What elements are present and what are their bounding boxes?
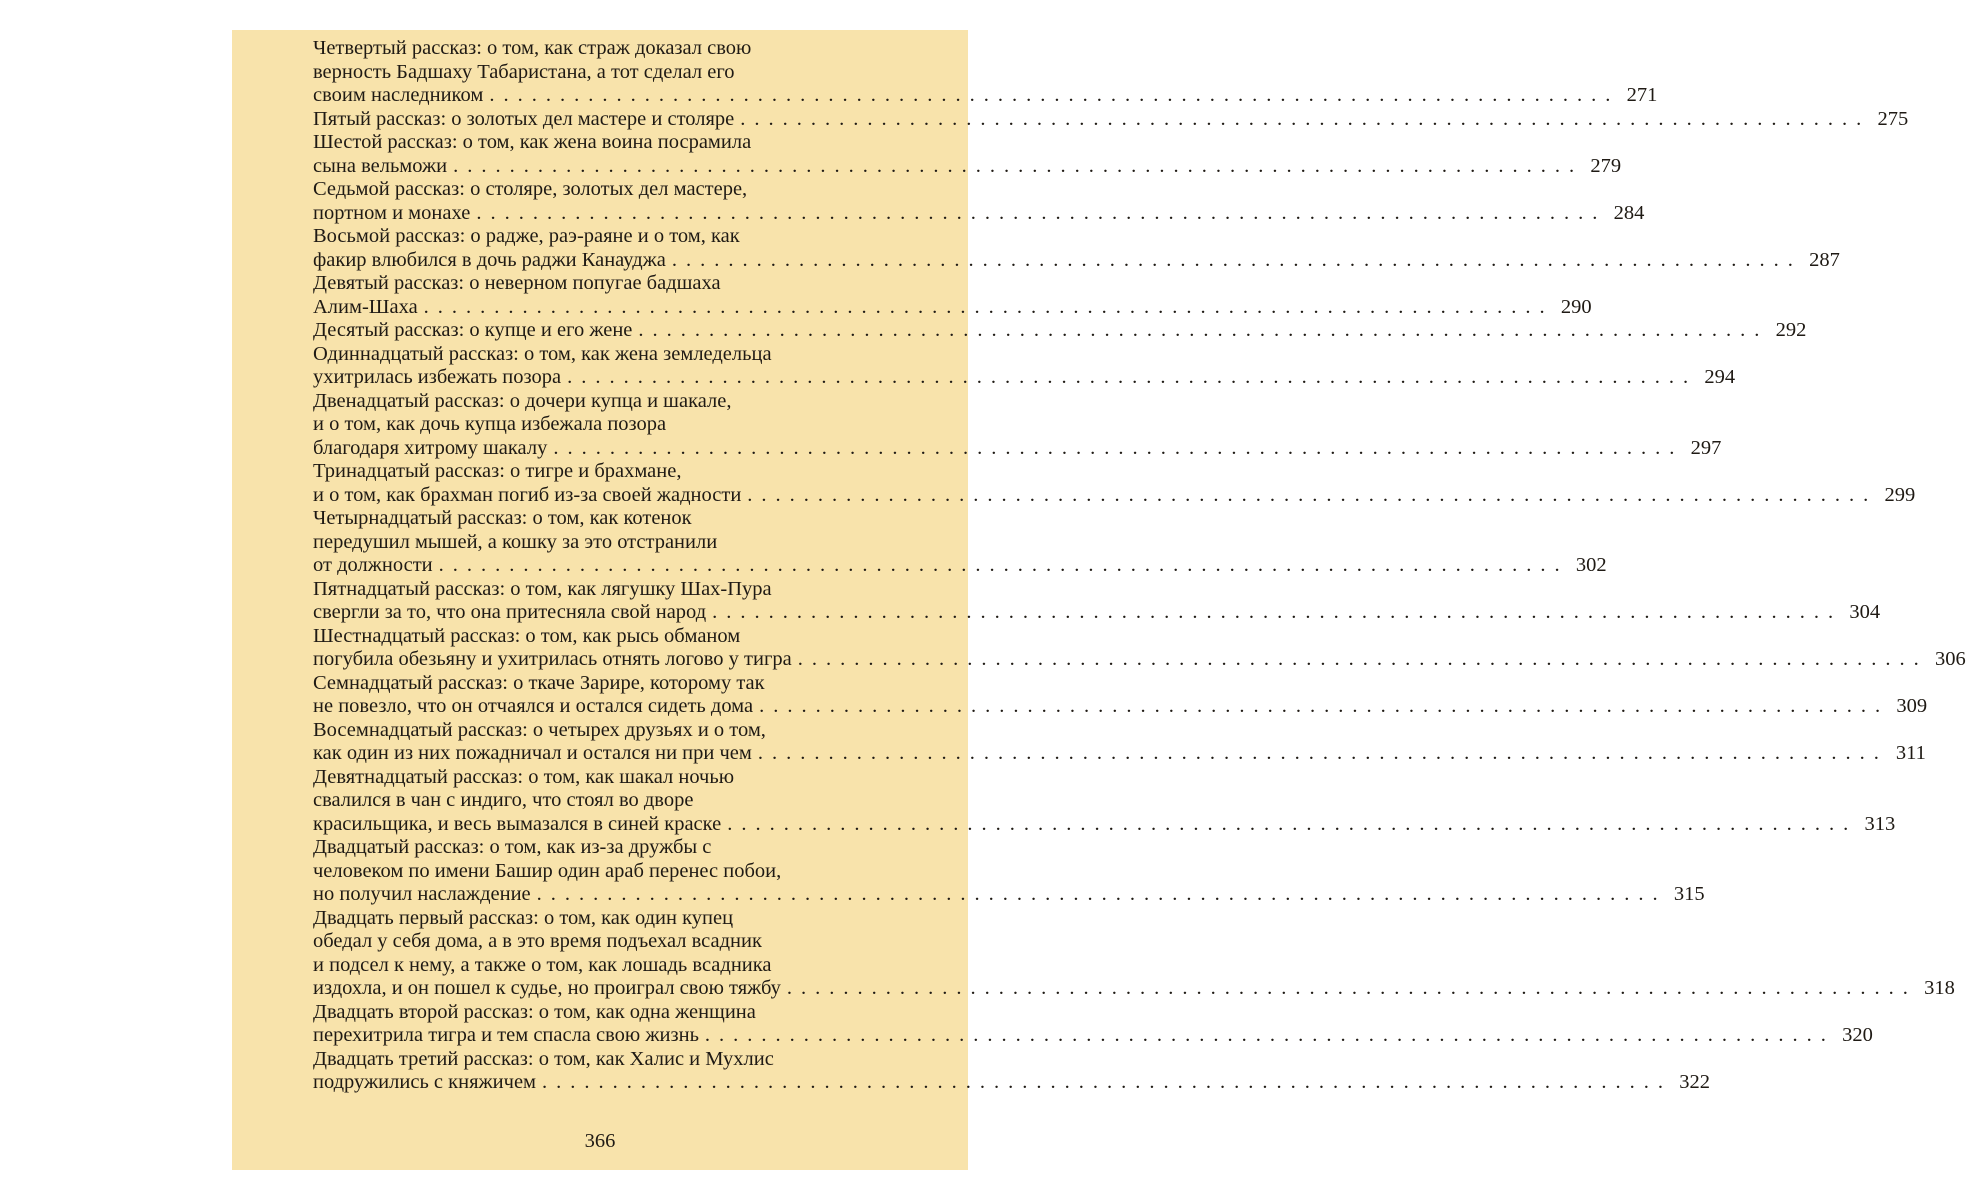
toc-entry [313,178,1645,225]
toc-entry [313,319,1807,343]
toc-page-number: 320 [1842,1024,1873,1046]
toc-entry [313,37,1658,108]
toc-entry-line [313,37,950,61]
leader-dots: ................................................................................ [704,1024,1835,1046]
toc-entry-text: человеком по имени Башир один араб перенес побои, [313,859,782,882]
toc-entry-text: и о том, как брахман погиб из-за своей жадности [313,483,742,506]
toc-entry-text: Четвертый рассказ: о том, как страж доказал свою [313,37,752,59]
toc-page-number: 306 [1934,648,1966,670]
toc-entry-text: Двадцать второй рассказ: о том, как одна женщина [313,1000,756,1023]
toc-entry-text: Двадцать первый рассказ: о том, как один купец [313,906,734,929]
leader-dots: ................................................................................ [786,977,1917,999]
toc-entry-line [313,672,950,696]
toc-page-number: 284 [1613,201,1645,224]
toc-entry-text: Пятнадцатый рассказ: о том, как лягушку Шах-Пура [313,577,772,600]
toc-page-number: 299 [1884,483,1916,506]
leader-dots: ................................................................................ [476,201,1607,224]
toc-entry-text: сына вельможи [313,154,448,177]
toc-entry [313,671,1928,719]
toc-entry-line [313,883,1705,907]
toc-entry-text: обедал у себя дома, а в это время подъехал всадник [313,930,762,952]
toc-entry-line [313,84,1658,108]
toc-entry-line [313,1001,950,1025]
toc-entry [313,577,1881,625]
leader-dots: ................................................................................ [671,248,1802,271]
toc-entry-text: и подсел к нему, а также о том, как лошадь всадника [313,953,772,976]
toc-entry-line [313,319,1807,343]
toc-entry [313,836,1705,907]
toc-entry-text: но получил наслаждение [313,883,531,905]
toc-entry-line [313,930,950,954]
toc-entry-text: своим наследником [313,84,484,106]
toc-entry [313,718,1926,766]
toc-entry-text: Четырнадцатый рассказ: о том, как котенок [313,507,692,529]
toc-entry-line [313,483,1916,508]
toc-entry-line [313,436,1722,461]
toc-entry-line [313,766,950,790]
toc-entry-line [313,366,1736,390]
toc-entry-line [313,390,950,414]
toc-page-number: 313 [1864,812,1896,835]
toc-page-number: 290 [1560,295,1592,318]
leader-dots: ................................................................................ [489,84,1620,106]
toc-entry [313,272,1592,319]
toc-entry-line [313,61,950,85]
toc-entry-text: свергли за то, что она притесняла свой народ [313,601,707,623]
toc-page-number: 318 [1924,977,1955,999]
page-number: 366 [584,1130,616,1152]
leader-dots: ................................................................................ [797,648,1928,670]
toc-entry-text: Десятый рассказ: о купце и его жене [313,319,633,341]
toc-entry-text: Шестнадцатый рассказ: о том, как рысь обманом [313,624,741,647]
toc-entry-line [313,907,950,931]
toc-entry-text: свалился в чан с индиго, что стоял во дворе [313,789,694,811]
toc-entry-line [313,742,1926,766]
table-of-contents [313,37,1966,1095]
toc-entry [313,107,1909,132]
toc-entry [313,507,1607,578]
toc-page-number: 271 [1626,84,1658,106]
toc-entry-text: Тринадцатый рассказ: о тигре и брахмане, [313,460,682,482]
toc-entry-text: Девятнадцатый рассказ: о том, как шакал ночью [313,765,735,788]
toc-page-number: 322 [1679,1071,1711,1093]
leader-dots: ................................................................................ [712,601,1843,623]
toc-entry-line [313,531,950,555]
toc-entry-text: и о том, как дочь купца избежала позора [313,413,667,435]
toc-entry-text: подружились с княжичем [313,1071,537,1093]
toc-entry-text: верность Бадшаху Табаристана, а тот сделал его [313,60,735,83]
toc-entry [313,225,1840,272]
book-page [232,30,1966,1170]
toc-page-number: 311 [1895,742,1926,764]
toc-entry-line [313,295,1592,320]
toc-entry-line [313,1024,1873,1048]
toc-entry-line [313,201,1645,226]
toc-entry-text: перехитрила тигра и тем спасла свою жизнь [313,1024,699,1046]
toc-page-number: 302 [1575,554,1607,576]
toc-entry-line [313,1048,950,1072]
toc-page-number: 304 [1849,601,1881,623]
toc-entry-text: благодаря хитрому шакалу [313,436,548,459]
leader-dots: ................................................................................ [747,483,1878,506]
toc-entry-line [313,507,950,531]
toc-entry-text: Одиннадцатый рассказ: о том, как жена земледельца [313,342,772,365]
leader-dots: ................................................................................ [638,319,1769,341]
toc-entry-line [313,460,950,484]
leader-dots: ................................................................................ [567,366,1698,388]
toc-entry [313,460,1916,507]
toc-entry-line [313,719,950,743]
toc-page-number: 275 [1877,107,1909,130]
toc-entry-line [313,860,950,884]
toc-entry-line [313,789,950,813]
toc-entry-text: Пятый рассказ: о золотых дел мастере и столяре [313,107,735,130]
toc-page-number: 315 [1673,883,1705,905]
toc-entry [313,1000,1873,1048]
leader-dots: ................................................................................ [542,1071,1673,1093]
toc-entry-line [313,648,1966,672]
toc-page-number: 287 [1809,248,1840,271]
toc-page-number: 279 [1590,154,1622,177]
toc-entry-line [313,413,950,437]
leader-dots: ................................................................................ [727,812,1858,835]
toc-entry-line [313,272,950,296]
toc-entry-text: погубила обезьяну и ухитрилась отнять логово у тигра [313,648,792,670]
toc-entry-text: Двадцатый рассказ: о том, как из-за дружбы с [313,836,712,858]
toc-entry-line [313,812,1896,837]
toc-entry-text: передушил мышей, а кошку за это отстранили [313,530,718,553]
toc-entry-line [313,954,950,978]
toc-entry-text: Седьмой рассказ: о столяре, золотых дел мастере, [313,178,748,200]
leader-dots: ................................................................................ [740,107,1871,130]
leader-dots: ................................................................................ [453,154,1584,177]
toc-entry-text: Семнадцатый рассказ: о ткаче Зарире, которому так [313,671,765,694]
toc-page-number: 297 [1690,436,1722,459]
toc-entry-line [313,695,1928,719]
toc-entry-text: Восьмой рассказ: о радже, раэ-раяне и о том, как [313,225,740,247]
toc-entry [313,389,1722,461]
toc-entry-text: Двенадцатый рассказ: о дочери купца и шакале, [313,389,732,412]
toc-entry-text: Двадцать третий рассказ: о том, как Халис и Мухлис [313,1047,774,1070]
toc-entry-text: не повезло, что он отчаялся и остался сидеть дома [313,695,754,717]
toc-entry-text: Алим-Шаха [313,295,418,318]
toc-entry [313,342,1736,390]
toc-entry-text: красильщика, и весь вымазался в синей краске [313,812,722,835]
toc-entry-line [313,1071,1711,1095]
leader-dots: ................................................................................ [759,695,1890,717]
toc-entry [313,906,1955,1001]
leader-dots: ................................................................................ [536,883,1667,905]
toc-entry-line [313,107,1909,132]
toc-entry-text: ухитрилась избежать позора [313,366,562,388]
toc-entry-text: портном и монахе [313,201,471,224]
leader-dots: ................................................................................ [423,295,1554,318]
toc-entry-line [313,343,950,367]
toc-entry [313,624,1966,672]
toc-entry-line [313,554,1607,578]
toc-entry-text: Шестой рассказ: о том, как жена воина посрамила [313,131,752,153]
toc-entry [313,765,1896,837]
leader-dots: ................................................................................ [438,554,1569,576]
toc-entry-line [313,248,1840,273]
leader-dots: ................................................................................ [553,436,1684,459]
toc-entry [313,1047,1711,1095]
toc-entry-line [313,977,1955,1001]
toc-entry-text: от должности [313,554,433,576]
toc-entry-text: Восемнадцатый рассказ: о четырех друзьях и о том, [313,718,766,741]
toc-page-number: 309 [1896,695,1928,717]
toc-entry-line [313,836,950,860]
toc-entry-line [313,225,950,249]
toc-entry-text: факир влюбился в дочь раджи Канауджа [313,248,666,271]
toc-page-number: 294 [1704,366,1736,388]
toc-entry [313,131,1622,178]
toc-entry-text: Девятый рассказ: о неверном попугае бадшаха [313,272,721,294]
toc-entry-line [313,131,950,155]
toc-entry-line [313,601,1881,625]
toc-entry-text: как один из них пожадничал и остался ни при чем [313,742,752,764]
toc-entry-line [313,578,950,602]
toc-entry-line [313,625,950,649]
toc-entry-line [313,178,950,202]
toc-entry-text: издохла, и он пошел к судье, но проиграл свою тяжбу [313,977,781,999]
toc-entry-line [313,154,1622,179]
leader-dots: ................................................................................ [757,742,1888,764]
toc-page-number: 292 [1775,319,1807,341]
